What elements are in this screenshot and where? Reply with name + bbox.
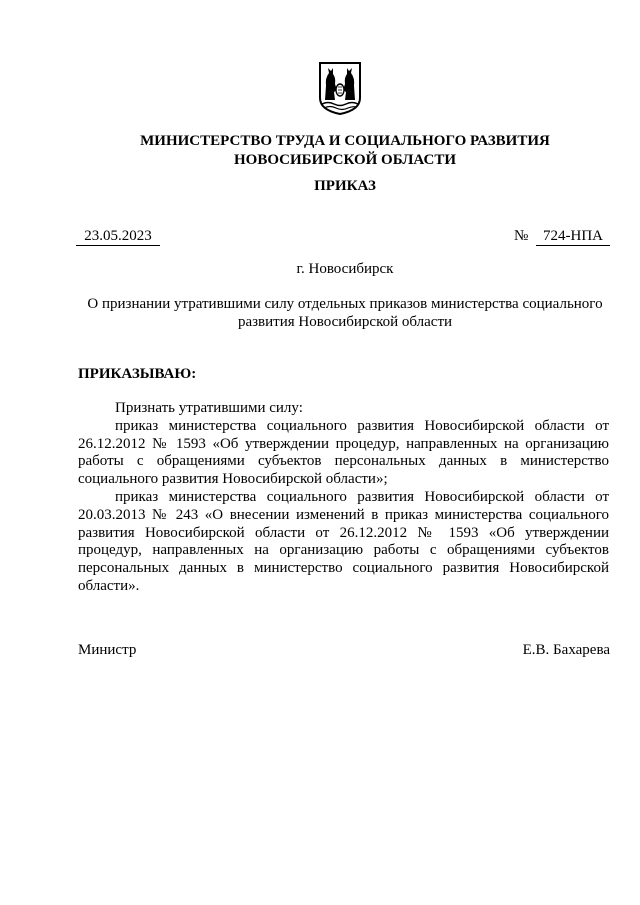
- organization-name-line1: МИНИСТЕРСТВО ТРУДА И СОЦИАЛЬНОГО РАЗВИТИЯ: [140, 133, 550, 149]
- document-number: 724-НПА: [536, 227, 610, 246]
- document-body: [78, 400, 609, 596]
- body-item-2: приказ министерства социального развития Новосибирской области от 20.03.2013 № 243 «О внесении изменений в приказ министерства социального развития Новосибирской области от 26.12.2012 № 1593 «Об утверждении процедур, направленных на организацию работы с обращениями субъектов персональных данных в министерство социального развития Новосибирской области».: [78, 488, 609, 594]
- document-type: ПРИКАЗ: [314, 178, 376, 194]
- number-label: №: [514, 228, 529, 244]
- document-subject: О признании утратившими силу отдельных приказов министерства социального развития Новосибирской области: [87, 296, 603, 330]
- document-date: 23.05.2023: [76, 227, 160, 246]
- signatory-role: Министр: [78, 642, 137, 658]
- signatory-name: Е.В. Бахарева: [522, 642, 610, 658]
- body-intro: Признать утратившими силу:: [115, 400, 303, 416]
- organization-name-line2: НОВОСИБИРСКОЙ ОБЛАСТИ: [233, 152, 457, 168]
- coat-of-arms-icon: [317, 60, 363, 116]
- city: г. Новосибирск: [296, 261, 394, 277]
- order-directive: ПРИКАЗЫВАЮ:: [78, 366, 197, 382]
- body-item-1: приказ министерства социального развития Новосибирской области от 26.12.2012 № 1593 «Об утверждении процедур, направленных на организацию работы с обращениями субъектов персональных данных в министерство социального развития Новосибирской области»;: [78, 417, 609, 488]
- organization-name: [0, 132, 640, 170]
